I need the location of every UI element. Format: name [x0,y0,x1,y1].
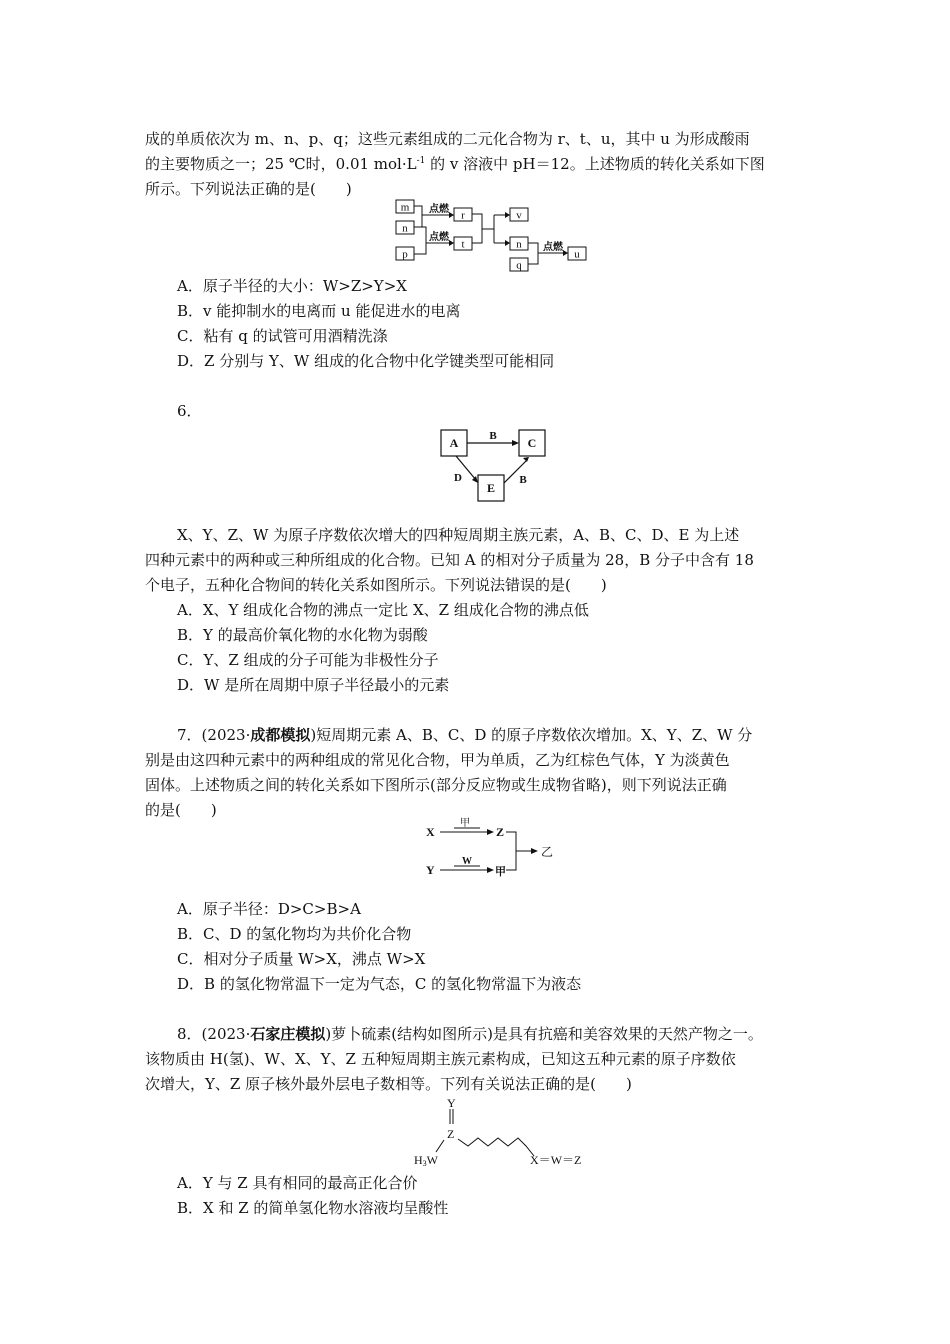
q7-node-y: Y [426,863,435,877]
q8-option-b[interactable]: B．X 和 Z 的简单氢化物水溶液均呈酸性 [177,1199,449,1217]
q8-bond-w-z: ＝ [562,1153,575,1167]
q8-atom-w: W [426,1153,438,1167]
q5-label-m: m [400,201,410,214]
q8-group-xwz [530,1153,581,1167]
q5-option-b[interactable]: B．v 能抑制水的电离而 u 能促进水的电离 [177,302,461,320]
q5-arrow-3 [472,214,510,243]
q6-stem-line-2: 四种元素中的两种或三种所组成的化合物。已知 A 的相对分子质量为 28，B 分子中含有 18 [145,551,754,569]
q7-stem-text-1: )短周期元素 A、B、C、D 的原子序数依次增加。X、Y、Z、W 分 [310,726,753,744]
q7-arrow-label-jia: 甲 [460,818,470,829]
q8-atom-y: Y [447,1096,456,1110]
q8-stem-text-1: )萝卜硫素(结构如图所示)是具有抗癌和美容效果的天然产物之一。 [325,1025,763,1043]
q5-label-r: r [461,209,465,222]
q7-stem-line-1 [145,723,810,748]
q8-stem-line-2: 该物质由 H(氢)、W、X、Y、Z 五种短周期主族元素构成，已知这五种元素的原子序数依 [145,1050,736,1068]
q7-source: 成都模拟 [250,726,311,744]
q8-number: 8．(2023· [177,1025,251,1043]
q5-stem-superscript: -1 [416,156,426,166]
q6-option-a[interactable]: A．X、Y 组成化合物的沸点一定比 X、Z 组成化合物的沸点低 [177,601,589,619]
q6-stem-line-3: 个电子，五种化合物间的转化关系如图所示。下列说法错误的是( ) [145,576,607,594]
q7-stem-line-3: 固体。上述物质之间的转化关系如下图所示(部分反应物或生成物省略)，则下列说法正确 [145,776,727,794]
q5-condition-3: 点燃 [543,242,563,253]
q5-reaction-diagram [392,197,592,275]
q6-arrow-label-b1: B [489,430,497,442]
q6-arrow-label-b2: B [519,474,527,486]
q8-bond-x-w: ＝ [538,1153,551,1167]
q5-label-p: p [402,248,408,261]
q6-option-d[interactable]: D．W 是所在周期中原子半径最小的元素 [177,676,450,694]
q5-option-d[interactable]: D．Z 分别与 Y、W 组成的化合物中化学键类型可能相同 [177,352,555,370]
q7-option-d[interactable]: D．B 的氢化物常温下一定为气态，C 的氢化物常温下为液态 [177,975,582,993]
q5-label-u: u [574,248,580,261]
q7-stem-line-4: 的是( ) [145,801,217,819]
q6-stem-line-1: X、Y、Z、W 为原子序数依次增大的四种短周期主族元素，A、B、C、D、E 为上述 [177,526,740,544]
q5-condition-1: 点燃 [429,204,449,215]
q7-node-x: X [426,825,435,839]
q6-label-a: A [449,436,459,450]
q7-stem-line-2: 别是由这四种元素中的两种组成的常见化合物，甲为单质，乙为红棕色气体，Y 为淡黄色 [145,751,730,769]
q6-label-e: E [486,481,496,495]
q7-node-z: Z [496,825,505,839]
q5-stem-part-a: 的主要物质之一；25 ℃时，0.01 mol·L [145,155,417,173]
q5-label-q: q [516,259,522,272]
q5-label-t: t [461,238,465,251]
q7-node-yi: 乙 [541,845,554,859]
q7-node-jia: 甲 [495,866,506,878]
q5-stem-part-b: 的 v 溶液中 pH＝12。上述物质的转化关系如下图 [425,155,765,173]
q7-option-c[interactable]: C．相对分子质量 W>X，沸点 W>X [177,950,426,968]
q8-carbon-chain [458,1138,534,1156]
q8-bond-z-w [436,1140,444,1152]
q7-option-b[interactable]: B．C、D 的氢化物均为共价化合物 [177,925,412,943]
q5-label-n: n [402,222,408,235]
q5-option-a[interactable]: A．原子半径的大小：W>Z>Y>X [177,277,407,295]
q8-atom-h: H [414,1153,423,1167]
q5-stem-line-1: 成的单质依次为 m、n、p、q；这些元素组成的二元化合物为 r、t、u，其中 u 为形成酸雨 [145,130,750,148]
q7-number: 7．(2023· [177,726,251,744]
q5-stem-line-2 [145,152,810,177]
q6-number: 6． [177,402,202,420]
q6-label-c: C [527,436,537,450]
q7-arrow-to-yi [506,832,534,870]
q8-stem-line-3: 次增大，Y、Z 原子核外最外层电子数相等。下列有关说法正确的是( ) [145,1075,632,1093]
q6-option-b[interactable]: B．Y 的最高价氧化物的水化物为弱酸 [177,626,428,644]
q7-transformation-diagram [422,820,562,882]
q8-atom-w2: W [550,1153,563,1167]
q5-condition-2: 点燃 [429,232,449,243]
q5-option-c[interactable]: C．粘有 q 的试管可用酒精洗涤 [177,327,388,345]
q8-atom-h3w [414,1153,439,1168]
q6-arrow-label-d: D [454,472,462,484]
q8-stem-line-1 [145,1022,810,1047]
q8-atom-h-subscript: 3 [422,1159,427,1168]
q6-transformation-diagram [436,425,552,503]
q7-arrow-label-w: W [462,856,472,867]
q8-atom-z: Z [447,1127,455,1141]
q7-option-a[interactable]: A．原子半径：D>C>B>A [177,900,361,918]
q8-atom-z2: Z [574,1153,582,1167]
q5-label-n2: n [516,238,522,251]
q8-atom-x: X [530,1153,539,1167]
q5-stem-line-3: 所示。下列说法正确的是( ) [145,180,352,198]
q8-sulforaphane-structure [410,1096,580,1168]
q8-option-a[interactable]: A．Y 与 Z 具有相同的最高正化合价 [177,1174,418,1192]
q6-option-c[interactable]: C．Y、Z 组成的分子可能为非极性分子 [177,651,439,669]
q5-label-v: v [516,209,522,222]
q8-source: 石家庄模拟 [250,1025,326,1043]
